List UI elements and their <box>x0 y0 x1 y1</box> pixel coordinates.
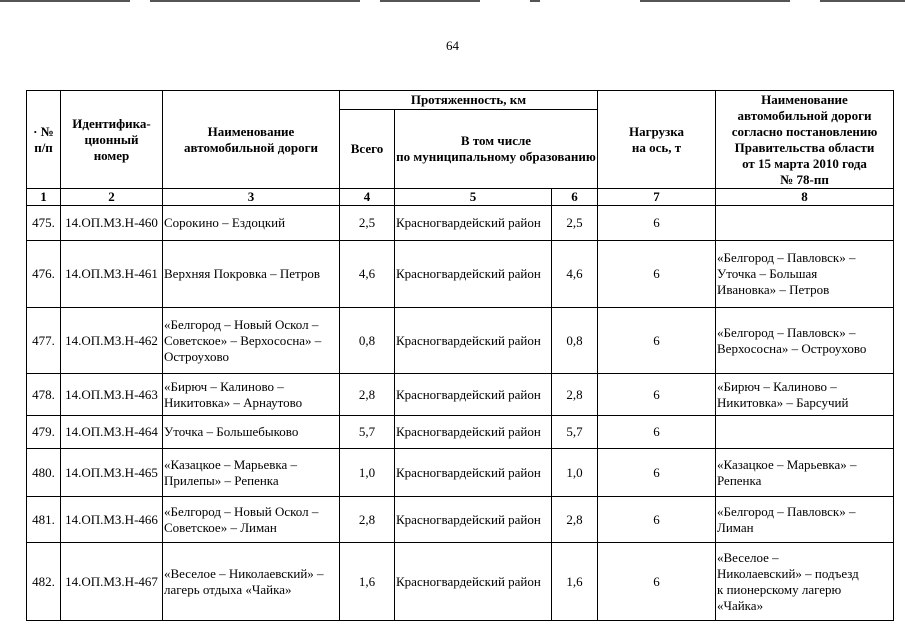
roads-table <box>26 90 894 621</box>
row-number: 476. <box>27 241 61 308</box>
axle-load-cell: 6 <box>598 543 716 621</box>
total-length-cell: 1,0 <box>340 449 395 497</box>
column-number-row <box>27 189 894 206</box>
identifier-cell: 14.ОП.МЗ.Н-463 <box>61 374 163 416</box>
district-cell: Красногвардейский район <box>395 241 552 308</box>
axle-load-cell: 6 <box>598 449 716 497</box>
identifier-cell: 14.ОП.МЗ.Н-466 <box>61 497 163 543</box>
axle-load-cell: 6 <box>598 497 716 543</box>
district-length-cell: 1,0 <box>552 449 598 497</box>
district-cell: Красногвардейский район <box>395 497 552 543</box>
district-length-cell: 5,7 <box>552 416 598 449</box>
row-number: 475. <box>27 206 61 241</box>
total-length-cell: 4,6 <box>340 241 395 308</box>
row-number: 482. <box>27 543 61 621</box>
district-cell: Красногвардейский район <box>395 416 552 449</box>
identifier-cell: 14.ОП.МЗ.Н-464 <box>61 416 163 449</box>
decree-name-cell: «Белгород – Павловск» – Верхососна» – Остроухово <box>716 308 894 374</box>
identifier-cell: 14.ОП.МЗ.Н-461 <box>61 241 163 308</box>
header-road-name: Наименование автомобильной дороги <box>163 91 340 189</box>
total-length-cell: 2,8 <box>340 374 395 416</box>
table-row <box>27 241 894 308</box>
road-name-cell: «Белгород – Новый Оскол – Советское» – Лиман <box>163 497 340 543</box>
district-cell: Красногвардейский район <box>395 206 552 241</box>
identifier-cell: 14.ОП.МЗ.Н-467 <box>61 543 163 621</box>
total-length-cell: 2,8 <box>340 497 395 543</box>
header-row-top <box>27 91 894 110</box>
col-number: 3 <box>163 189 340 206</box>
header-length: Протяженность, км <box>340 91 598 110</box>
header-incl: В том числе по муниципальному образованию <box>395 110 598 189</box>
col-number: 8 <box>716 189 894 206</box>
decree-name-cell: «Бирюч – Калиново – Никитовка» – Барсучий <box>716 374 894 416</box>
district-length-cell: 0,8 <box>552 308 598 374</box>
identifier-cell: 14.ОП.МЗ.Н-462 <box>61 308 163 374</box>
decree-name-cell: «Веселое – Николаевский» – подъезд к пионерскому лагерю «Чайка» <box>716 543 894 621</box>
header-id: Идентифика- ционный номер <box>61 91 163 189</box>
col-number: 6 <box>552 189 598 206</box>
road-name-cell: «Белгород – Новый Оскол – Советское» – Верхососна» – Остроухово <box>163 308 340 374</box>
district-length-cell: 2,8 <box>552 497 598 543</box>
header-total: Всего <box>340 110 395 189</box>
table-row <box>27 308 894 374</box>
col-number: 4 <box>340 189 395 206</box>
total-length-cell: 0,8 <box>340 308 395 374</box>
col-number: 5 <box>395 189 552 206</box>
road-name-cell: Верхняя Покровка – Петров <box>163 241 340 308</box>
table-row <box>27 497 894 543</box>
district-cell: Красногвардейский район <box>395 374 552 416</box>
decree-name-cell: «Белгород – Павловск» – Лиман <box>716 497 894 543</box>
col-number: 7 <box>598 189 716 206</box>
table-row <box>27 374 894 416</box>
table-row <box>27 449 894 497</box>
road-name-cell: «Веселое – Николаевский» – лагерь отдыха «Чайка» <box>163 543 340 621</box>
identifier-cell: 14.ОП.МЗ.Н-460 <box>61 206 163 241</box>
district-length-cell: 2,8 <box>552 374 598 416</box>
row-number: 480. <box>27 449 61 497</box>
district-length-cell: 1,6 <box>552 543 598 621</box>
decree-name-cell: «Казацкое – Марьевка» – Репенка <box>716 449 894 497</box>
identifier-cell: 14.ОП.МЗ.Н-465 <box>61 449 163 497</box>
road-name-cell: «Казацкое – Марьевка – Прилепы» – Репенка <box>163 449 340 497</box>
decree-name-cell: «Белгород – Павловск» – Уточка – Большая Ивановка» – Петров <box>716 241 894 308</box>
decree-name-cell <box>716 206 894 241</box>
col-number: 2 <box>61 189 163 206</box>
row-number: 477. <box>27 308 61 374</box>
page-number: 64 <box>446 38 459 53</box>
total-length-cell: 5,7 <box>340 416 395 449</box>
header-num: · № п/п <box>27 91 61 189</box>
district-cell: Красногвардейский район <box>395 543 552 621</box>
total-length-cell: 2,5 <box>340 206 395 241</box>
district-length-cell: 2,5 <box>552 206 598 241</box>
row-number: 479. <box>27 416 61 449</box>
decree-name-cell <box>716 416 894 449</box>
axle-load-cell: 6 <box>598 206 716 241</box>
col-number: 1 <box>27 189 61 206</box>
road-name-cell: «Бирюч – Калиново – Никитовка» – Арнаутово <box>163 374 340 416</box>
district-cell: Красногвардейский район <box>395 308 552 374</box>
header-load: Нагрузка на ось, т <box>598 91 716 189</box>
total-length-cell: 1,6 <box>340 543 395 621</box>
header-decree: Наименование автомобильной дороги согласно постановлению Правительства области от 15 марта 2010 года № 78-пп <box>716 91 894 189</box>
axle-load-cell: 6 <box>598 241 716 308</box>
table-row <box>27 206 894 241</box>
row-number: 481. <box>27 497 61 543</box>
axle-load-cell: 6 <box>598 374 716 416</box>
axle-load-cell: 6 <box>598 308 716 374</box>
district-cell: Красногвардейский район <box>395 449 552 497</box>
road-name-cell: Сорокино – Ездоцкий <box>163 206 340 241</box>
scan-top-edge <box>0 0 905 3</box>
road-name-cell: Уточка – Большебыково <box>163 416 340 449</box>
district-length-cell: 4,6 <box>552 241 598 308</box>
table-row <box>27 543 894 621</box>
row-number: 478. <box>27 374 61 416</box>
table-row <box>27 416 894 449</box>
axle-load-cell: 6 <box>598 416 716 449</box>
